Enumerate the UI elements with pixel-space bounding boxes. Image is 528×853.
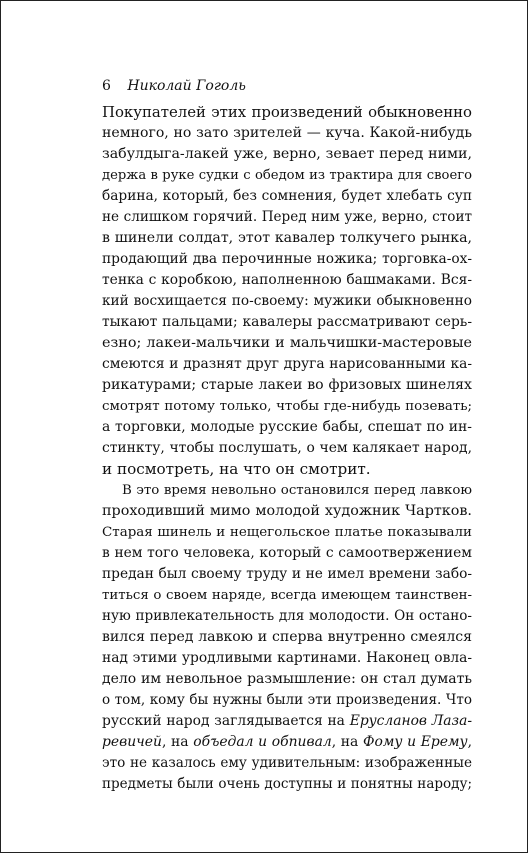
text-line: а торговки, молодые русские бабы, спешат по ин- — [102, 419, 472, 435]
text-line: в шинели солдат, этот кавалер толкучего рынка, — [102, 230, 472, 246]
text-line: не слишком горячий. Перед ним уже, верно, стоит — [102, 209, 472, 225]
text-line: о том, кому бы нужны были эти произведения. Что — [102, 692, 472, 708]
text-line: в нем того человека, который с самоотвержением — [102, 545, 472, 561]
text-line: немного, но зато зрителей — куча. Какой-нибудь — [102, 125, 472, 141]
text-line: рикатурами; старые лакеи во фризовых шинелях — [102, 377, 472, 393]
text-line: Покупателей этих произведений обыкновенно — [102, 103, 472, 121]
text-line: стинкту, чтобы послушать, о чем калякает народ, — [102, 440, 472, 456]
text-line: держа в руке судки с обедом из трактира для своего — [102, 168, 472, 183]
text-line: продающий два перочинные ножика; торговка-ох- — [102, 251, 472, 267]
text-line: смотрят потому только, чтобы где-нибудь позевать; — [102, 399, 472, 414]
text-line: Старая шинель и нещегольское платье показывали — [102, 525, 472, 540]
text-line: барина, который, без сомнения, будет хлебать суп — [102, 188, 472, 204]
text-line: вился перед лавкою и сперва внутренно смеялся — [102, 629, 472, 645]
text-line: ревичей, на объедал и обпивал, на Фому и Ерему, — [102, 734, 472, 750]
text-line: В это время невольно остановился перед лавкою — [122, 483, 472, 498]
text-line: предан был своему труду и не имел времени забо- — [102, 566, 472, 582]
text-line: над этими уродливыми картинами. Наконец овла- — [102, 650, 472, 666]
page-number: 6 — [102, 78, 111, 94]
italic-title: Фому и Ерему — [362, 734, 468, 750]
italic-title: ревичей — [102, 734, 162, 750]
italic-title: объедал и обпивал — [193, 734, 332, 750]
text-line: забулдыга-лакей уже, верно, зевает перед ними, — [102, 146, 472, 162]
text-line: кий восхищается по-своему: мужики обыкновенно — [102, 293, 472, 309]
text-line: ную привлекательность для молодости. Он остано- — [102, 608, 472, 624]
text-line: титься о своем наряде, всегда имеющем таинствен- — [102, 588, 472, 603]
text-line: езно; лакеи-мальчики и мальчишки-мастеровые — [102, 335, 472, 351]
text-line: дело им невольное размышление: он стал думать — [102, 671, 472, 687]
text-line: тыкают пальцами; кавалеры рассматривают серь- — [102, 314, 472, 330]
text-line: и посмотреть, на что он смотрит. — [102, 460, 371, 478]
text-line: тенка с коробкою, наполненною башмаками. Вся- — [102, 272, 472, 288]
text-line: это не казалось ему удивительным: изображенные — [102, 755, 472, 771]
text-line: смеются и дразнят друг друга нарисованными ка- — [102, 356, 472, 372]
text-line: проходивший мимо молодой художник Чартков. — [102, 503, 472, 519]
running-head — [102, 78, 246, 94]
italic-title: Ерусланов Лаза- — [349, 713, 472, 729]
body-text — [102, 102, 472, 795]
text-line: русский народ заглядывается на Ерусланов Лаза- — [102, 713, 472, 729]
running-head-author: Николай Гоголь — [127, 78, 246, 94]
text-line: предметы были очень доступны и понятны народу; — [102, 776, 472, 792]
